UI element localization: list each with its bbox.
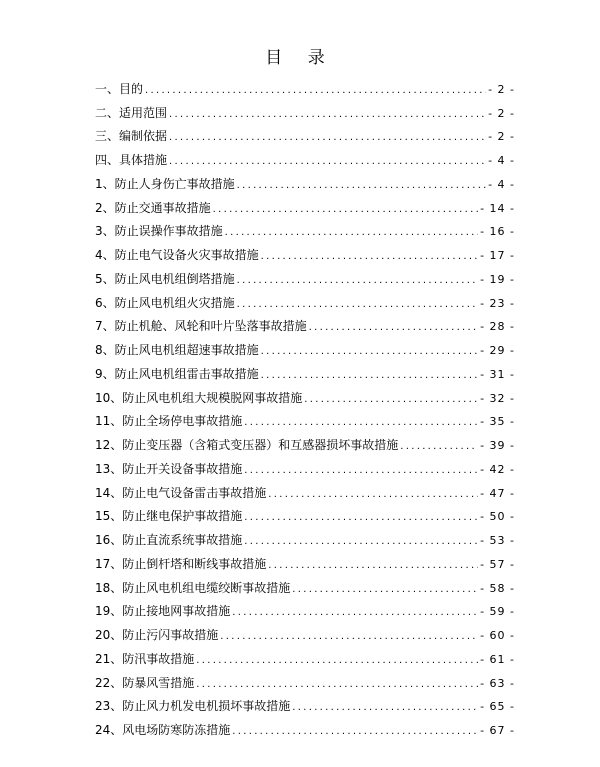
toc-dot-leader (196, 654, 478, 667)
toc-dot-leader (309, 321, 478, 334)
toc-entry (95, 548, 515, 572)
toc-dot-leader (244, 511, 478, 524)
toc-entry-label: 13、防止开关设备事故措施 (95, 461, 243, 476)
toc-entry-label: 9、防止风电机组雷击事故措施 (95, 366, 259, 381)
toc-dot-leader (169, 131, 486, 144)
toc-entry-label: 14、防止电气设备雷击事故措施 (95, 485, 267, 500)
toc-dot-leader (169, 155, 486, 168)
toc-entry-label: 16、防止直流系统事故措施 (95, 533, 243, 547)
toc-entry-page-number: - 67 - (480, 724, 515, 737)
toc-dot-leader (304, 393, 478, 406)
toc-entry (95, 501, 515, 525)
toc-dot-leader (261, 345, 478, 358)
toc-dot-leader (237, 274, 478, 287)
toc-dot-leader (261, 369, 478, 382)
toc-entry-label: 8、防止风电机组超速事故措施 (95, 343, 259, 357)
toc-dot-leader (232, 606, 478, 619)
toc-entry-label: 24、风电场防寒防冻措施 (95, 723, 231, 737)
toc-entry (95, 334, 515, 358)
toc-entry (95, 73, 515, 97)
toc-entry-page-number: - 53 - (480, 534, 515, 547)
toc-entry-label: 3、防止误操作事故措施 (95, 224, 223, 239)
toc-entry (95, 643, 515, 667)
toc-entry-page-number: - 2 - (488, 130, 515, 144)
toc-entry-label: 10、防止风电机组大规模脱网事故措施 (95, 390, 303, 405)
toc-entry-page-number: - 65 - (480, 700, 515, 714)
toc-entry-page-number: - 57 - (480, 557, 515, 571)
toc-entry (95, 192, 515, 216)
toc-entry-label: 17、防止倒杆塔和断线事故措施 (95, 556, 267, 571)
toc-entry (95, 619, 515, 643)
toc-dot-leader (213, 203, 478, 216)
toc-dot-leader (145, 84, 486, 97)
toc-entry (95, 524, 515, 548)
toc-list (95, 73, 515, 738)
toc-dot-leader (237, 179, 486, 192)
toc-entry-page-number: - 29 - (480, 344, 515, 357)
toc-entry (95, 168, 515, 192)
toc-entry (95, 406, 515, 430)
toc-entry-label: 1、防止人身伤亡事故措施 (95, 176, 235, 191)
toc-entry (95, 144, 515, 168)
toc-entry (95, 239, 515, 263)
toc-entry-page-number: - 63 - (480, 676, 515, 690)
toc-title: 目 录 (265, 48, 335, 68)
toc-dot-leader (244, 464, 478, 477)
toc-entry (95, 572, 515, 596)
toc-dot-leader (244, 416, 478, 429)
toc-entry-label: 6、防止风电机组火灾措施 (95, 295, 235, 310)
toc-entry-label: 20、防止污闪事故措施 (95, 628, 219, 642)
toc-dot-leader (220, 630, 478, 643)
toc-entry-page-number: - 31 - (480, 367, 515, 381)
toc-entry-page-number: - 39 - (480, 439, 515, 452)
toc-entry-page-number: - 19 - (480, 272, 515, 286)
toc-entry-label: 19、防止接地网事故措施 (95, 604, 231, 619)
toc-entry (95, 287, 515, 311)
toc-entry (95, 97, 515, 121)
toc-dot-leader (292, 701, 478, 714)
toc-entry-page-number: - 17 - (480, 249, 515, 262)
toc-entry-label: 23、防止风力机发电机损坏事故措施 (95, 699, 291, 714)
toc-entry-page-number: - 35 - (480, 415, 515, 429)
toc-dot-leader (268, 559, 478, 572)
toc-entry (95, 216, 515, 240)
toc-entry (95, 596, 515, 620)
toc-entry-page-number: - 61 - (480, 652, 515, 666)
toc-entry (95, 311, 515, 335)
toc-dot-leader (400, 440, 478, 453)
toc-dot-leader (225, 226, 478, 239)
toc-dot-leader (292, 583, 478, 596)
toc-entry-label: 12、防止变压器（含箱式变压器）和互感器损坏事故措施 (95, 438, 399, 452)
toc-entry (95, 358, 515, 382)
toc-entry (95, 667, 515, 691)
toc-dot-leader (237, 298, 478, 311)
toc-dot-leader (244, 535, 478, 548)
toc-dot-leader (268, 488, 478, 501)
toc-entry-label: 二、适用范围 (95, 105, 168, 120)
toc-entry-label: 4、防止电气设备火灾事故措施 (95, 248, 259, 262)
toc-entry-page-number: - 47 - (480, 486, 515, 500)
toc-entry-label: 三、编制依据 (95, 129, 168, 144)
toc-entry (95, 429, 515, 453)
toc-entry-page-number: - 32 - (480, 391, 515, 405)
toc-entry (95, 382, 515, 406)
toc-entry-label: 5、防止风电机组倒塔措施 (95, 271, 235, 286)
toc-entry-page-number: - 14 - (480, 201, 515, 215)
toc-entry-label: 22、防暴风雪措施 (95, 675, 195, 690)
toc-entry-page-number: - 58 - (480, 581, 515, 595)
toc-entry-label: 7、防止机舱、风轮和叶片坠落事故措施 (95, 319, 307, 334)
toc-entry-label: 21、防汛事故措施 (95, 651, 195, 666)
toc-dot-leader (169, 108, 486, 121)
toc-dot-leader (261, 250, 478, 263)
toc-entry-page-number: - 4 - (488, 154, 515, 167)
toc-entry (95, 714, 515, 738)
toc-entry-page-number: - 60 - (480, 629, 515, 642)
toc-dot-leader (196, 678, 478, 691)
toc-entry (95, 453, 515, 477)
toc-entry-label: 四、具体措施 (95, 153, 168, 167)
toc-entry-label: 18、防止风电机组电缆绞断事故措施 (95, 580, 291, 595)
toc-entry-page-number: - 23 - (480, 296, 515, 310)
toc-entry-label: 15、防止继电保护事故措施 (95, 509, 243, 524)
toc-entry (95, 263, 515, 287)
toc-entry-label: 2、防止交通事故措施 (95, 200, 211, 215)
toc-entry (95, 691, 515, 715)
toc-entry-page-number: - 4 - (488, 177, 515, 191)
toc-entry-page-number: - 28 - (480, 320, 515, 334)
toc-entry-page-number: - 50 - (480, 510, 515, 524)
toc-entry-page-number: - 59 - (480, 605, 515, 619)
toc-dot-leader (232, 725, 478, 738)
toc-entry-page-number: - 2 - (488, 106, 515, 120)
toc-entry-label: 11、防止全场停电事故措施 (95, 414, 243, 429)
toc-entry-page-number: - 42 - (480, 462, 515, 476)
toc-entry-page-number: - 2 - (488, 82, 515, 96)
toc-entry (95, 121, 515, 145)
toc-entry (95, 477, 515, 501)
toc-entry-page-number: - 16 - (480, 225, 515, 239)
toc-entry-label: 一、目的 (95, 81, 144, 96)
